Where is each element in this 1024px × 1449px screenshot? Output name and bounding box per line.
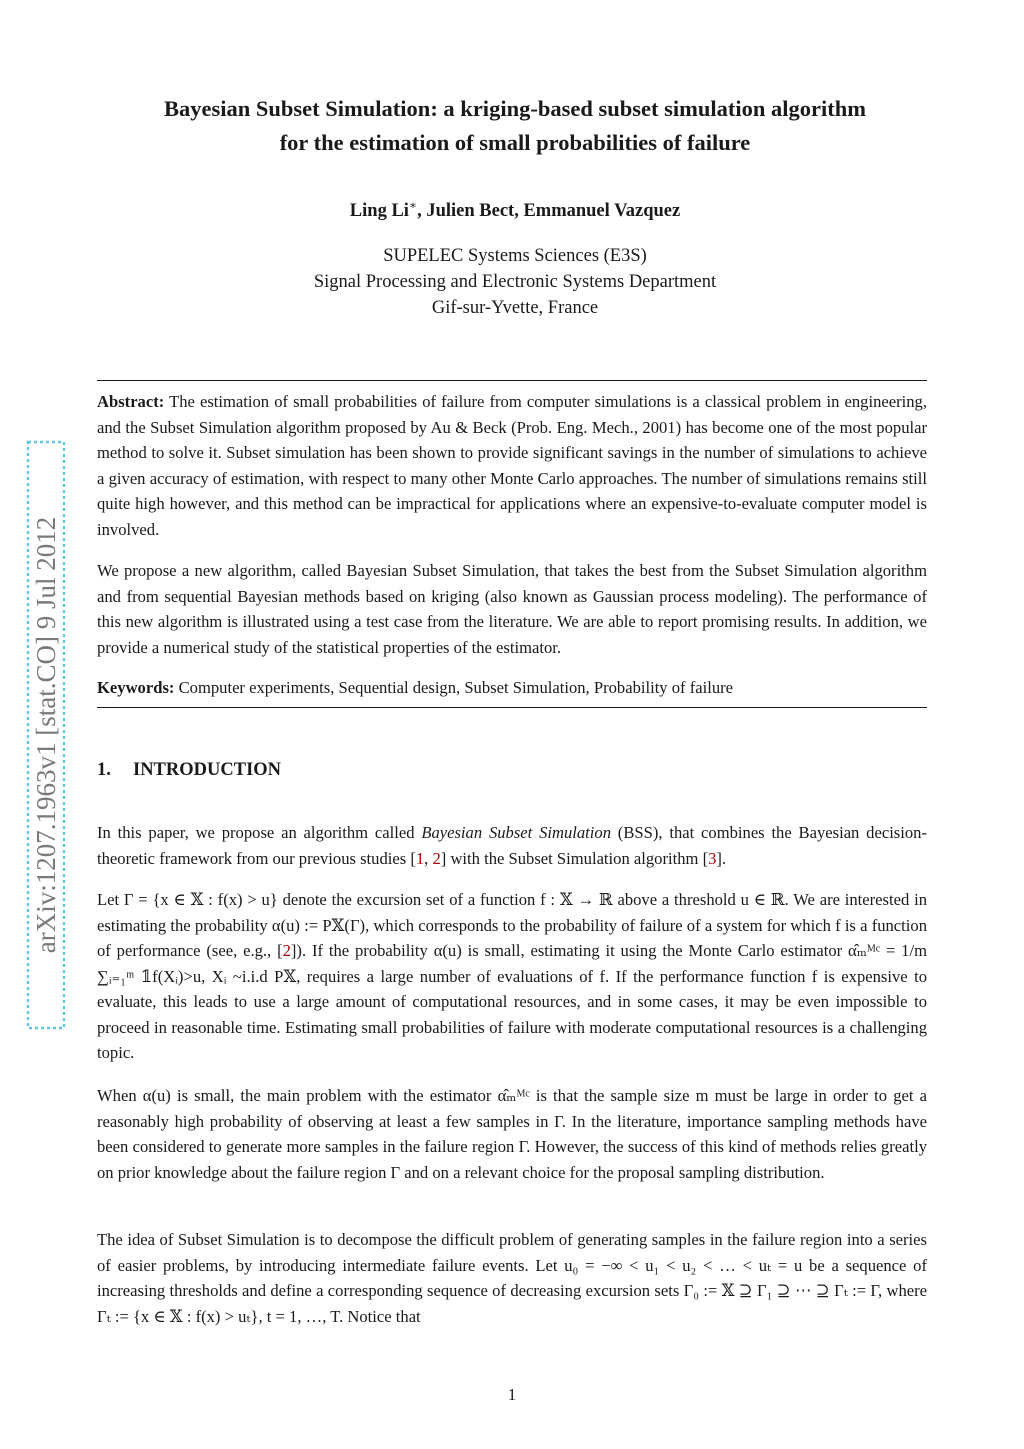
section-heading-introduction <box>97 760 281 781</box>
intro-paragraph-3 <box>97 1083 927 1185</box>
page-number: 1 <box>507 1385 517 1404</box>
author-first: Ling Li <box>349 201 409 222</box>
citation-separator: , <box>424 848 433 868</box>
section-title: INTRODUCTION <box>133 760 282 780</box>
abstract-text-1: The estimation of small probabilities of failure from computer simulations is a classical problem in engineering, and the Subset Simulation algorithm proposed by Au & Beck (Prob. Eng. Mech., 2001) has become one of the most popular method to solve it. Subset simulation has been shown to provide significant savings in the number of simulations to achieve a given accuracy of estimation, with respect to many other Monte Carlo approaches. The number of simulations remains still quite high however, and this method can be impractical for applications where an expensive-to-evaluate computer model is involved. <box>97 392 927 539</box>
affiliation-line-2: Signal Processing and Electronic Systems Department <box>313 272 717 292</box>
intro-paragraph-1 <box>97 820 927 871</box>
affiliation <box>100 243 930 321</box>
author-list <box>100 198 930 222</box>
keywords-line <box>97 675 927 701</box>
keywords-label: Keywords: <box>97 678 175 697</box>
intro-p2-text-a: Let Γ = {x ∈ 𝕏 : f(x) > u} denote the excursion set of a function f : 𝕏 → ℝ above a threshold u ∈ ℝ. We are interested in estimating the probability α(u) := P𝕏(Γ), which corresponds to the probability of failure of a system for which f is a function of performance (see, e.g., [ <box>97 890 927 960</box>
affiliation-line-1: SUPELEC Systems Sciences (E3S) <box>383 246 647 266</box>
abstract-top-rule <box>97 380 927 381</box>
intro-p3-text: When α(u) is small, the main problem with the estimator α̂ₘᴹᶜ is that the sample size m must be large in order to get a reasonably high probability of observing at least a few samples in Γ. In the literature, importance sampling methods have been considered to generate more samples in the failure region Γ. However, the success of this kind of methods relies greatly on prior knowledge about the failure region Γ and on a relevant choice for the proposal sampling distribution. <box>97 1086 927 1182</box>
intro-paragraph-4 <box>97 1227 927 1329</box>
intro-p4-text: The idea of Subset Simulation is to decompose the difficult problem of generating samples in the failure region into a series of easier problems, by introducing intermediate failure events. Let u₀ = −∞ < u₁ < u₂ < … < uₜ = u be a sequence of increasing thresholds and define a corresponding sequence of decreasing excursion sets Γ₀ := 𝕏 ⊇ Γ₁ ⊇ ⋯ ⊇ Γₜ := Γ, where Γₜ := {x ∈ 𝕏 : f(x) > uₜ}, t = 1, …, T. Notice that <box>97 1230 927 1326</box>
intro-p1-text-d: ]. <box>716 848 727 868</box>
arxiv-identifier: arXiv:1207.1963v1 [stat.CO] 9 Jul 2012 <box>31 516 61 954</box>
intro-p1-text-a: In this paper, we propose an algorithm called <box>97 823 422 842</box>
abstract-paragraph-2 <box>97 558 927 660</box>
section-number: 1. <box>97 760 111 780</box>
intro-paragraph-2 <box>97 887 927 1066</box>
abstract-label: Abstract: <box>97 392 165 411</box>
keywords-text: Computer experiments, Sequential design, Subset Simulation, Probability of failure <box>178 678 734 697</box>
bss-emphasis: Bayesian Subset Simulation <box>421 823 611 842</box>
arxiv-stamp-graphic <box>26 440 66 1030</box>
author-rest: , Julien Bect, Emmanuel Vazquez <box>417 201 681 222</box>
intro-p1-text-c: ] with the Subset Simulation algorithm [ <box>440 848 709 868</box>
abstract-paragraph-1 <box>97 389 927 542</box>
affiliation-line-3: Gif-sur-Yvette, France <box>431 298 599 318</box>
intro-p1-text-b: (BSS), that combines the Bayesian decision-theoretic framework from our previous studies [ <box>97 823 927 868</box>
arxiv-stamp[interactable] <box>26 440 66 1030</box>
citation-link-2[interactable]: 2 <box>432 848 441 868</box>
title-line-1: Bayesian Subset Simulation: a kriging-based subset simulation algorithm <box>164 96 866 121</box>
title-line-2: for the estimation of small probabilities of failure <box>279 130 751 155</box>
citation-link-1[interactable]: 1 <box>415 848 425 868</box>
citation-link-2b[interactable]: 2 <box>282 941 291 960</box>
intro-p2-text-b: ]). If the probability α(u) is small, estimating it using the Monte Carlo estimator α̂ₘᴹᶜ = 1/m ∑ᵢ₌₁ᵐ 𝟙f(Xᵢ)>u, Xᵢ ~i.i.d P𝕏, requires a large number of evaluations of f. If the performance function f is expensive to evaluate, this leads to use a large amount of computational resources, and in some cases, it may be even impossible to proceed in reasonable time. Estimating small probabilities of failure with moderate computational resources is a challenging topic. <box>97 941 928 1062</box>
corresponding-author-mark: ∗ <box>408 198 418 212</box>
citation-link-3[interactable]: 3 <box>708 848 717 868</box>
abstract-text-2: We propose a new algorithm, called Bayesian Subset Simulation, that takes the best from the Subset Simulation algorithm and from sequential Bayesian methods based on kriging (also known as Gaussian process modeling). The performance of this new algorithm is illustrated using a test case from the literature. We are able to report promising results. In addition, we provide a numerical study of the statistical properties of the estimator. <box>97 561 927 657</box>
paper-title <box>100 92 930 160</box>
abstract-bottom-rule <box>97 707 927 708</box>
